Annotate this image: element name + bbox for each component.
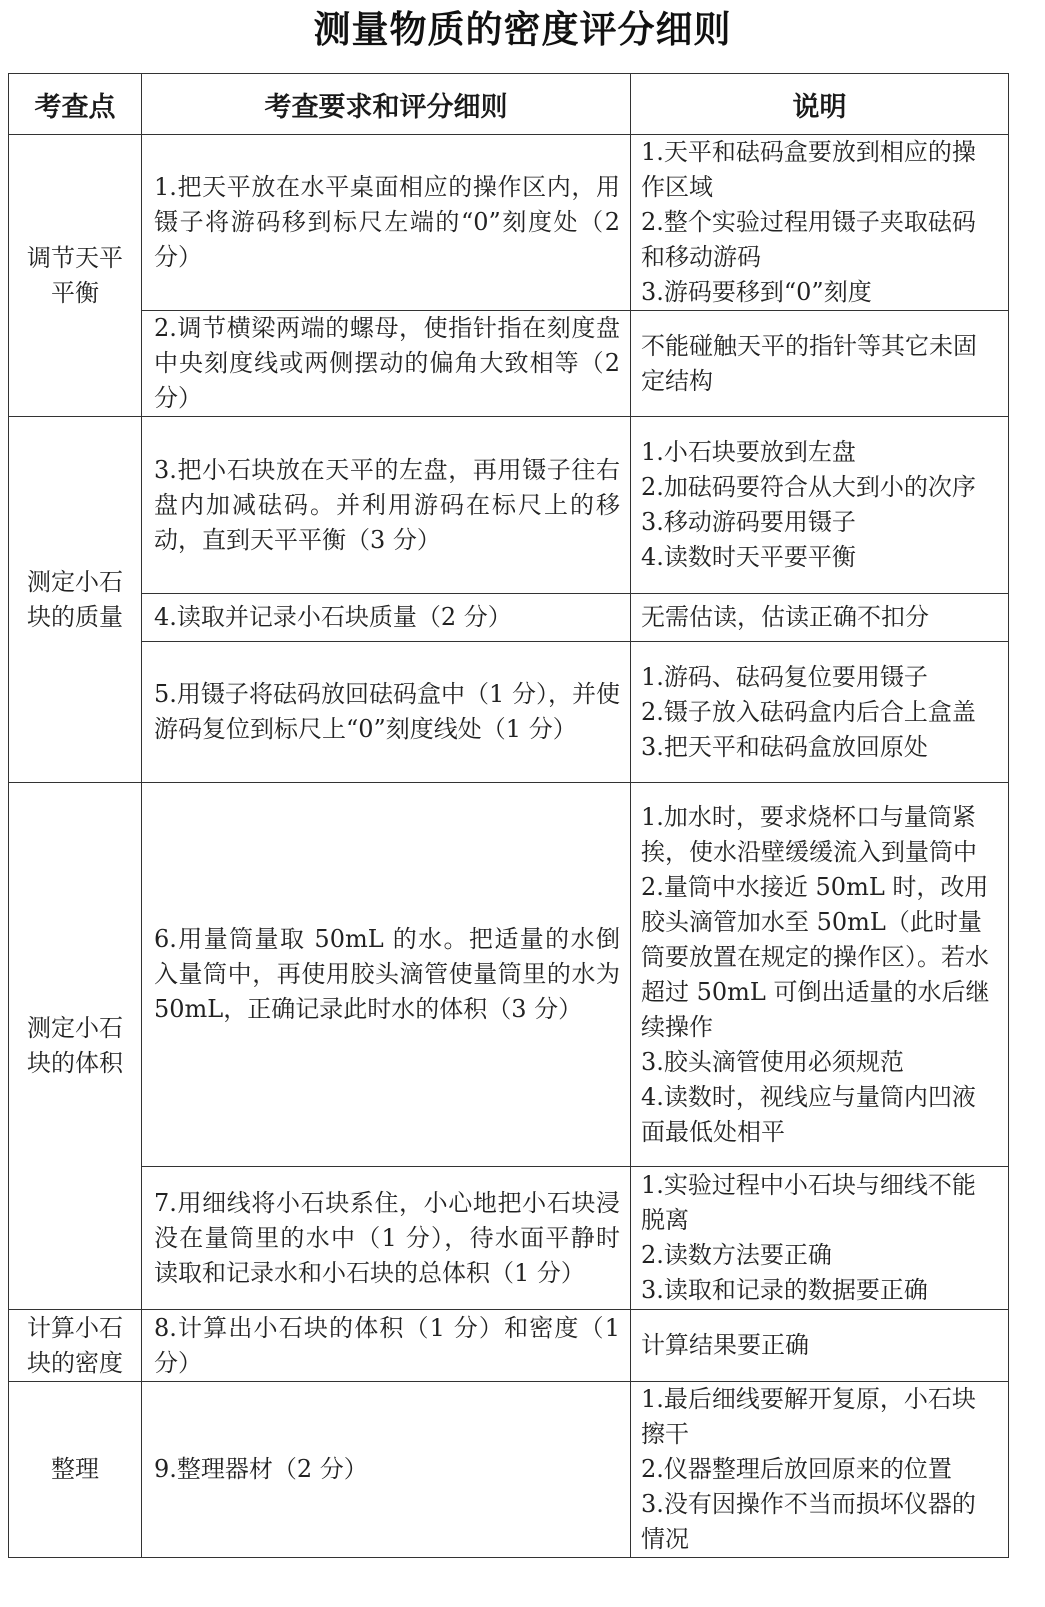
note-line: 4.读数时天平要平衡 xyxy=(641,543,856,571)
column-header-point: 考查点 xyxy=(9,74,142,135)
table-row xyxy=(9,1310,1009,1382)
point-label: 测定小石块的质量 xyxy=(27,567,123,631)
requirement-cell: 1.把天平放在水平桌面相应的操作区内，用镊子将游码移到标尺左端的“0”刻度处（2 分） xyxy=(142,135,631,311)
note-line: 3.把天平和砝码盒放回原处 xyxy=(641,732,928,761)
point-cell xyxy=(9,1310,142,1382)
note-line: 1.实验过程中小石块与细线不能脱离 xyxy=(641,1171,976,1234)
note-line: 无需估读，估读正确不扣分 xyxy=(641,603,929,631)
note-line: 3.读取和记录的数据要正确 xyxy=(641,1276,928,1304)
note-cell xyxy=(631,594,1009,642)
requirement-cell: 5.用镊子将砝码放回砝码盒中（1 分），并使游码复位到标尺上“0”刻度线处（1 分） xyxy=(142,642,631,783)
point-label: 计算小石块的密度 xyxy=(27,1313,123,1377)
point-cell xyxy=(9,1382,142,1558)
note-line: 2.整个实验过程用镊子夹取砝码和移动游码 xyxy=(641,208,976,271)
note-cell xyxy=(631,311,1009,417)
note-cell xyxy=(631,417,1009,594)
requirement-cell: 8.计算出小石块的体积（1 分）和密度（1 分） xyxy=(142,1310,631,1382)
table-row xyxy=(9,642,1009,783)
note-cell xyxy=(631,642,1009,783)
note-cell xyxy=(631,1310,1009,1382)
note-line: 不能碰触天平的指针等其它未固定结构 xyxy=(641,331,977,395)
point-cell xyxy=(9,417,142,783)
note-line: 计算结果要正确 xyxy=(641,1331,809,1359)
point-label: 整理 xyxy=(51,1455,99,1483)
column-header-note: 说明 xyxy=(631,74,1009,135)
note-line: 1.加水时，要求烧杯口与量筒紧挨，使水沿壁缓缓流入到量筒中 xyxy=(641,802,977,866)
table-row xyxy=(9,417,1009,594)
note-line: 1.小石块要放到左盘 xyxy=(641,438,856,466)
requirement-cell: 9.整理器材（2 分） xyxy=(142,1382,631,1558)
note-cell xyxy=(631,135,1009,311)
note-line: 4.读数时，视线应与量筒内凹液面最低处相平 xyxy=(641,1082,976,1146)
note-line: 2.镊子放入砝码盒内后合上盒盖 xyxy=(641,697,976,726)
note-line: 3.没有因操作不当而损坏仪器的情况 xyxy=(641,1490,976,1553)
table-row xyxy=(9,594,1009,642)
note-line: 2.读数方法要正确 xyxy=(641,1241,832,1269)
note-cell xyxy=(631,1167,1009,1310)
note-line: 2.加砝码要符合从大到小的次序 xyxy=(641,473,976,501)
table-header-row xyxy=(9,74,1009,135)
point-cell xyxy=(9,135,142,417)
point-cell xyxy=(9,783,142,1310)
table-row xyxy=(9,783,1009,1167)
note-cell xyxy=(631,783,1009,1167)
note-line: 1.最后细线要解开复原，小石块擦干 xyxy=(641,1385,976,1448)
table-row xyxy=(9,311,1009,417)
requirement-cell: 2.调节横梁两端的螺母，使指针指在刻度盘中央刻度线或两侧摆动的偏角大致相等（2 分） xyxy=(142,311,631,417)
requirement-cell: 3.把小石块放在天平的左盘，再用镊子往右盘内加减砝码。并利用游码在标尺上的移动，直到天平平衡（3 分） xyxy=(142,417,631,594)
note-line: 3.胶头滴管使用必须规范 xyxy=(641,1047,904,1076)
point-label: 测定小石块的体积 xyxy=(27,1014,123,1077)
requirement-cell: 7.用细线将小石块系住，小心地把小石块浸没在量筒里的水中（1 分），待水面平静时读取和记录水和小石块的总体积（1 分） xyxy=(142,1167,631,1310)
requirement-cell: 6.用量筒量取 50mL 的水。把适量的水倒入量筒中，再使用胶头滴管使量筒里的水为 50mL，正确记录此时水的体积（3 分） xyxy=(142,783,631,1167)
table-row xyxy=(9,1167,1009,1310)
note-cell xyxy=(631,1382,1009,1558)
note-line: 2.仪器整理后放回原来的位置 xyxy=(641,1455,952,1483)
note-line: 1.游码、砝码复位要用镊子 xyxy=(641,662,928,691)
note-line: 3.游码要移到“0”刻度 xyxy=(641,278,872,306)
page-title: 测量物质的密度评分细则 xyxy=(313,8,732,51)
note-line: 2.量筒中水接近 50mL 时，改用胶头滴管加水至 50mL（此时量筒要放置在规定的操作区）。若水超过 50mL 可倒出适量的水后继续操作 xyxy=(641,872,990,1041)
point-label: 调节天平平衡 xyxy=(27,243,123,307)
table-row xyxy=(9,135,1009,311)
rubric-table xyxy=(8,73,1009,1558)
note-line: 3.移动游码要用镊子 xyxy=(641,508,856,536)
table-row xyxy=(9,1382,1009,1558)
note-line: 1.天平和砝码盒要放到相应的操作区域 xyxy=(641,138,976,201)
column-header-requirement: 考查要求和评分细则 xyxy=(142,74,631,135)
requirement-cell: 4.读取并记录小石块质量（2 分） xyxy=(142,594,631,642)
